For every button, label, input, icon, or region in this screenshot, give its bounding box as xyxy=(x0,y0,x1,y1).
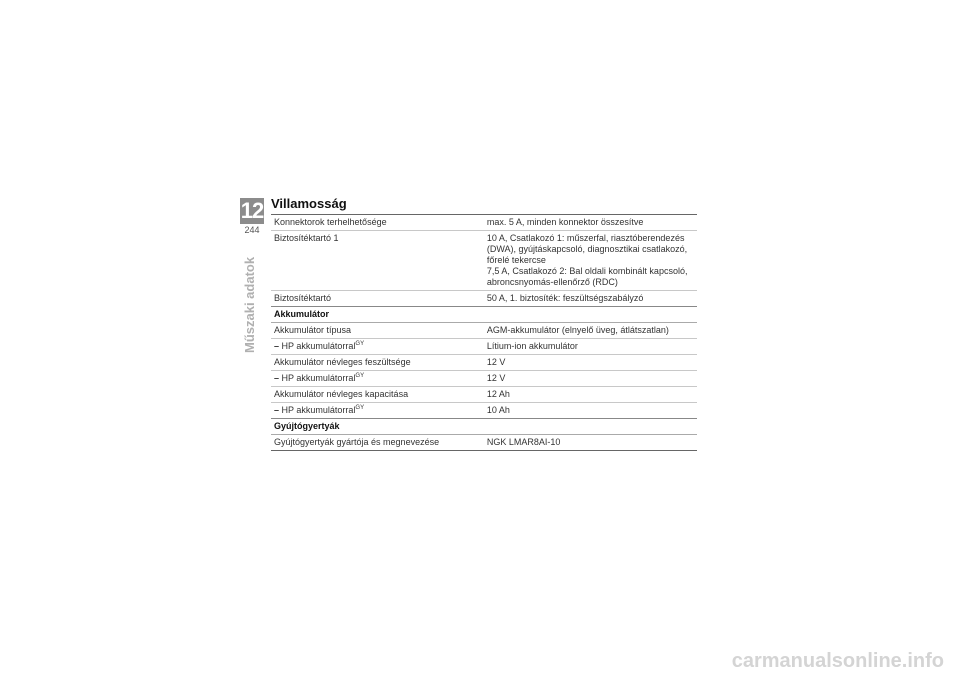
spec-label: Biztosítéktartó xyxy=(271,291,484,307)
spec-value-line: főrelé tekercse xyxy=(486,255,546,265)
spec-value-line: 7,5 A, Csatlakozó 2: Bal oldali kombinált kapcsoló, xyxy=(486,266,688,276)
site-watermark: carmanualsonline.info xyxy=(731,650,944,672)
page-number: 244 xyxy=(244,225,260,235)
spark-plugs-heading-row xyxy=(271,419,697,435)
spec-value-line: (DWA), gyújtáskapcsoló, diagnosztikai csatlakozó, xyxy=(486,244,688,254)
table-row xyxy=(271,371,697,387)
battery-heading-row xyxy=(271,307,697,323)
dash-bullet: – xyxy=(274,405,280,415)
chapter-number-tab: 12 xyxy=(240,198,264,223)
spec-value-line: max. 5 A, minden konnektor összesítve xyxy=(486,217,644,227)
spec-label: Biztosítéktartó 1 xyxy=(271,231,484,291)
table-row xyxy=(271,231,697,291)
spec-value-line: abroncsnyomás-ellenőrző (RDC) xyxy=(486,277,618,287)
spec-value xyxy=(484,215,697,231)
spec-value xyxy=(484,291,697,307)
battery-heading: Akkumulátor xyxy=(271,307,697,323)
spec-value: 12 V xyxy=(484,371,697,387)
spec-value: 10 Ah xyxy=(484,403,697,419)
dash-bullet: – xyxy=(274,341,280,351)
table-row xyxy=(271,215,697,231)
spec-value: NGK LMAR8AI-10 xyxy=(484,435,697,451)
spec-value: 12 V xyxy=(484,355,697,371)
table-row xyxy=(271,291,697,307)
spec-label: Gyújtógyertyák gyártója és megnevezése xyxy=(271,435,484,451)
table-row xyxy=(271,323,697,339)
spec-sublabel-text: HP akkumulátorral xyxy=(281,341,356,351)
spec-sublabel xyxy=(271,403,484,419)
section-title: Villamosság xyxy=(271,196,347,211)
spec-sublabel xyxy=(271,371,484,387)
chapter-side-label: Műszaki adatok xyxy=(242,256,257,353)
dash-bullet: – xyxy=(274,373,280,383)
spec-value: 12 Ah xyxy=(484,387,697,403)
spec-sublabel xyxy=(271,339,484,355)
option-superscript: GY xyxy=(355,405,365,411)
spec-sublabel-text: HP akkumulátorral xyxy=(281,373,356,383)
option-superscript: GY xyxy=(355,341,365,347)
spec-label: Akkumulátor névleges feszültsége xyxy=(271,355,484,371)
electrical-specs-table xyxy=(271,214,697,451)
table-row xyxy=(271,339,697,355)
spec-value-line: 50 A, 1. biztosíték: feszültségszabályzó xyxy=(486,293,644,303)
option-superscript: GY xyxy=(355,373,365,379)
spec-value xyxy=(484,231,697,291)
table-row xyxy=(271,403,697,419)
spec-label: Akkumulátor típusa xyxy=(271,323,484,339)
spec-value-line: 10 A, Csatlakozó 1: műszerfal, riasztóberendezés xyxy=(486,233,685,243)
table-row xyxy=(271,355,697,371)
spec-label: Konnektorok terhelhetősége xyxy=(271,215,484,231)
spark-plugs-heading: Gyújtógyertyák xyxy=(271,419,697,435)
spec-sublabel-text: HP akkumulátorral xyxy=(281,405,356,415)
spec-value: AGM-akkumulátor (elnyelő üveg, átlátszatlan) xyxy=(484,323,697,339)
table-row xyxy=(271,387,697,403)
spec-label: Akkumulátor névleges kapacitása xyxy=(271,387,484,403)
spec-value: Lítium-ion akkumulátor xyxy=(484,339,697,355)
table-row xyxy=(271,435,697,451)
